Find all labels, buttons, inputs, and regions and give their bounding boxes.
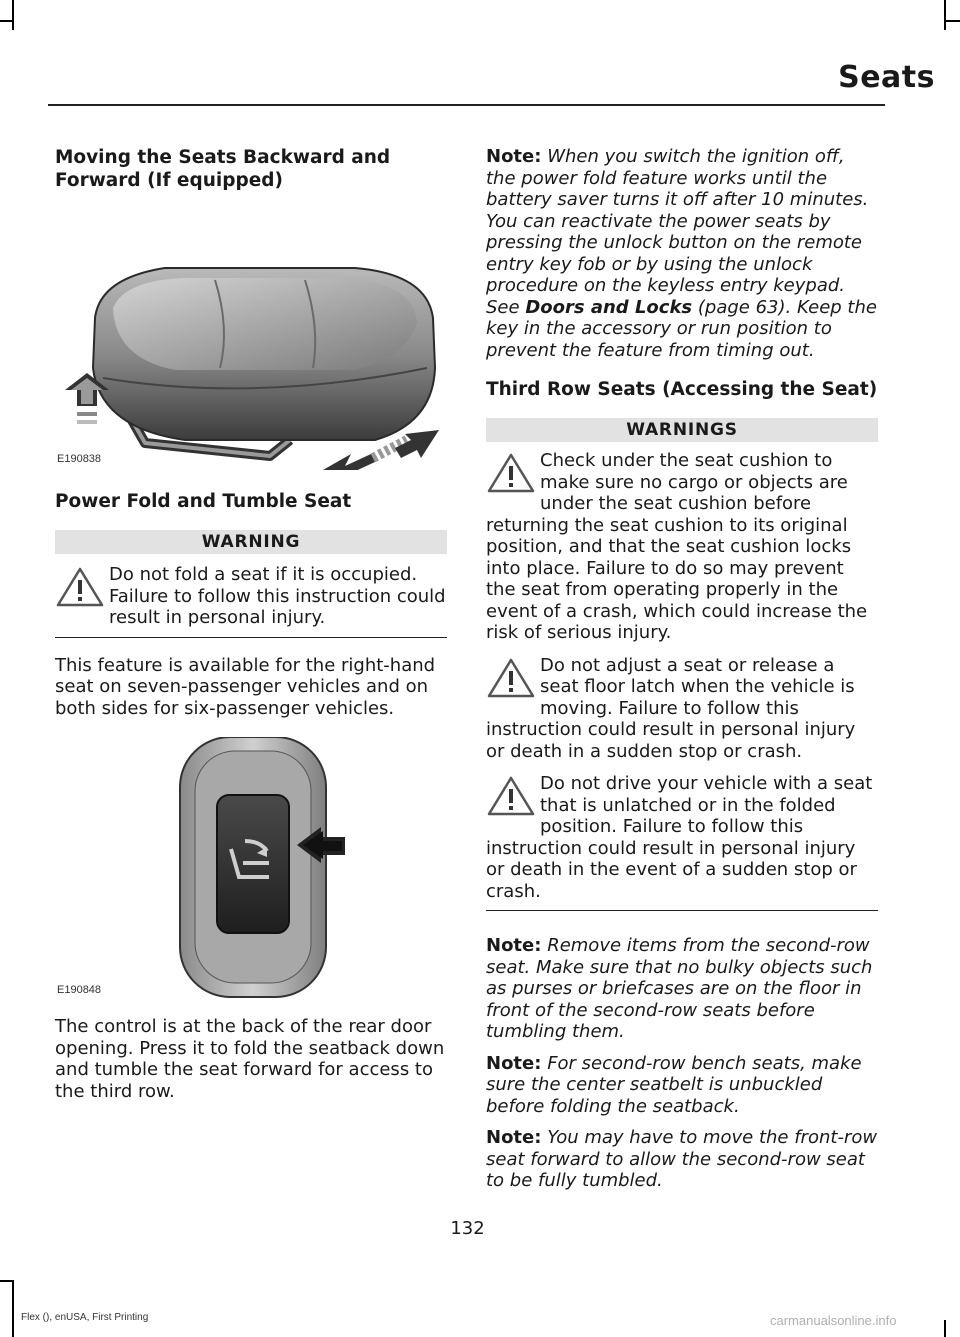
warning-text-continued: returning the seat cushion to its original position, and that the seat cushion locks into place. Failure to do so may prevent the seat from operating properly in the event of a crash, which could increase the risk of serious injury. — [486, 514, 868, 643]
crop-mark — [12, 1280, 14, 1337]
fold-switch-figure — [55, 737, 447, 999]
warning-item — [486, 655, 878, 763]
warning-text: Check under the seat cushion to make sure no cargo or objects are under the seat cushion before — [540, 450, 848, 514]
seat-cushion-figure — [55, 208, 447, 470]
note — [486, 146, 878, 361]
crop-mark — [944, 20, 960, 22]
warning-triangle-icon — [55, 566, 105, 608]
warning-header: WARNING — [55, 530, 447, 554]
warning-item — [486, 773, 878, 910]
paragraph: The control is at the back of the rear door opening. Press it to fold the seatback down and tumble the seat forward for access to the third row. — [55, 1016, 445, 1102]
warning-text: Do not drive your vehicle with a seat that is unlatched or in the folded position. Failure to follow this — [540, 773, 873, 837]
note-text: You may have to move the front-row seat forward to allow the second-row seat to be fully tumbled. — [486, 1127, 878, 1191]
warning-text-continued: instruction could result in personal injury or death in a sudden stop or crash. — [486, 719, 856, 762]
crop-mark — [944, 1320, 946, 1337]
note-label: Note: — [486, 146, 542, 167]
section-heading-power-fold: Power Fold and Tumble Seat — [55, 491, 352, 512]
left-column — [55, 146, 447, 1102]
warning-triangle-icon — [486, 452, 536, 494]
warning-text: Do not fold a seat if it is occupied. Failure to follow this instruction could result in personal injury. — [109, 564, 446, 628]
section-heading-third-row: Third Row Seats (Accessing the Seat) — [486, 379, 878, 400]
page-title: Seats — [838, 60, 935, 95]
note — [486, 935, 878, 1043]
right-column — [486, 146, 878, 1192]
crop-mark — [12, 0, 14, 30]
warning-text: Do not adjust a seat or release a seat floor latch when the vehicle is moving. Failure to follow this — [540, 654, 855, 719]
note-text: (page 63). Keep the key in the accessory or run position to prevent the feature from timing out. — [486, 296, 877, 361]
watermark: carmanualsonline.info — [770, 1313, 897, 1328]
warning-item — [486, 450, 878, 644]
note-label: Note: — [486, 935, 542, 956]
note-text: For second-row bench seats, make sure the center seatbelt is unbuckled before folding the seatback. — [486, 1052, 862, 1117]
paragraph: This feature is available for the right-hand seat on seven-passenger vehicles and on both sides for six-passenger vehicles. — [55, 654, 436, 719]
note-label: Note: — [486, 1127, 542, 1148]
note-text: Remove items from the second-row seat. Make sure that no bulky objects such as purses or briefcases are on the floor in front of the second-row seats before tumbling them. — [486, 935, 873, 1042]
section-heading-move-seats: Moving the Seats Backward and Forward (If equipped) — [55, 147, 391, 191]
fold-switch-illustration — [55, 737, 447, 999]
doors-and-locks-link[interactable]: Doors and Locks — [525, 296, 693, 318]
figure-code: E190838 — [57, 453, 102, 465]
warning-divider — [486, 910, 878, 911]
edition-footer: Flex (), enUSA, First Printing — [21, 1312, 149, 1323]
note-label: Note: — [486, 1052, 542, 1074]
crop-mark — [0, 20, 14, 22]
crop-mark — [944, 0, 946, 30]
page-number: 132 — [450, 1218, 485, 1239]
note-text: When you switch the ignition off, the power fold feature works until the battery saver turns it off after 10 minutes. You can reactivate the power seats by pressing the unlock button on the remote entry key fob or by using the unlock procedure on the keyless entry keypad. See — [486, 146, 869, 318]
warning-triangle-icon — [486, 775, 536, 817]
crop-mark — [0, 1280, 14, 1282]
note — [486, 1127, 878, 1192]
note — [486, 1053, 878, 1118]
warning-divider — [55, 637, 447, 638]
warning-item — [55, 564, 447, 637]
warning-text-continued: instruction could result in personal injury or death in the event of a sudden stop or crash. — [486, 837, 857, 902]
figure-code: E190848 — [57, 984, 102, 996]
header-divider — [48, 104, 885, 106]
warnings-header: WARNINGS — [486, 418, 878, 442]
seat-cushion-illustration — [55, 208, 447, 470]
warning-triangle-icon — [486, 657, 536, 699]
